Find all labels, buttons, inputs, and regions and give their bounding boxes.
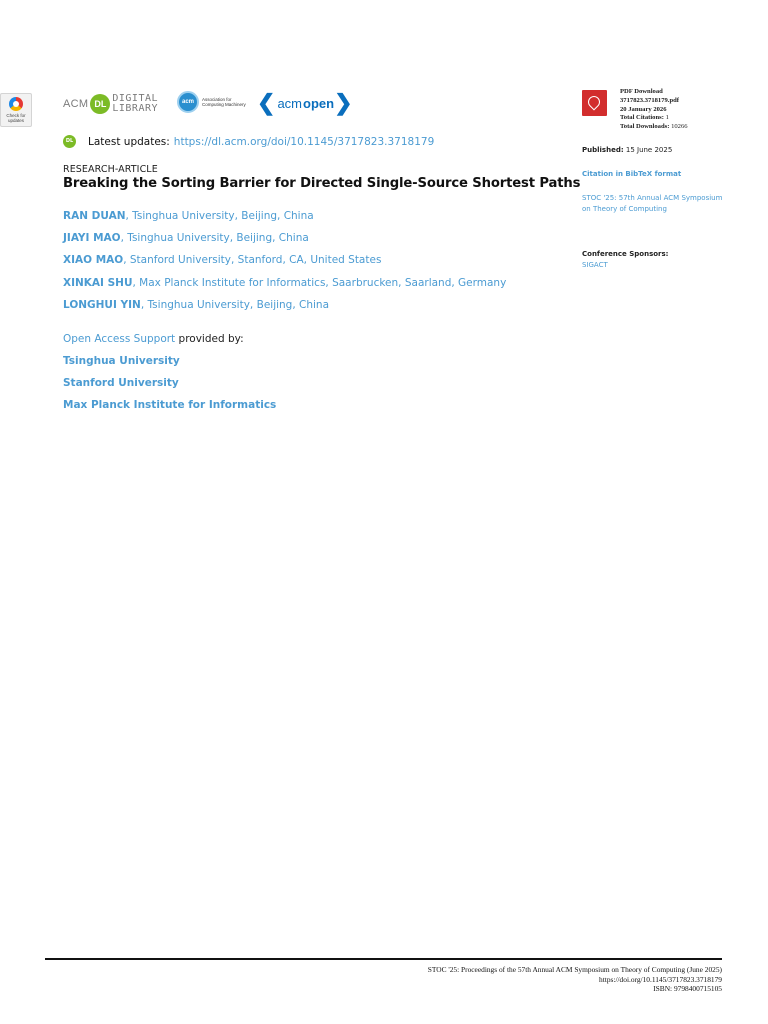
pdf-download-date: 20 January 2026 — [620, 105, 667, 113]
acm-dl-right-text — [112, 94, 158, 114]
acm-association-line-1: Association for — [202, 96, 232, 102]
total-downloads-value: 10266 — [671, 123, 688, 131]
open-access-line — [63, 333, 244, 345]
acm-open-acm-word: acm — [277, 95, 302, 111]
pdf-download-title[interactable]: PDF Download — [620, 88, 663, 95]
acm-dl-left-text: ACM — [63, 98, 89, 110]
author-line[interactable] — [63, 232, 309, 244]
total-downloads-label: Total Downloads: — [620, 123, 670, 131]
dl-small-icon: DL — [63, 135, 76, 148]
author-affiliation: , Tsinghua University, Beijing, China — [120, 232, 309, 244]
footer-proceedings: STOC '25: Proceedings of the 57th Annual ACM Symposium on Theory of Computing (June 2025) — [427, 965, 722, 974]
footer-isbn: ISBN: 9798400715105 — [653, 984, 722, 994]
author-line[interactable] — [63, 254, 381, 266]
author-name[interactable]: XIAO MAO — [63, 254, 124, 266]
total-citations-value: 1 — [665, 114, 669, 122]
conference-line-2: on Theory of Computing — [582, 205, 667, 213]
acm-open-logo[interactable] — [257, 90, 353, 116]
acm-association-line-2: Computing Machinery — [202, 102, 246, 107]
total-citations — [620, 114, 688, 123]
footer-divider — [45, 958, 722, 960]
acm-association-text — [202, 97, 246, 108]
author-affiliation: , Max Planck Institute for Informatics, Saarbrucken, Saarland, Germany — [132, 277, 507, 289]
article-type: RESEARCH-ARTICLE — [63, 164, 158, 175]
conference-link[interactable] — [582, 193, 742, 215]
author-name[interactable]: XINKAI SHU — [63, 277, 133, 289]
check-for-updates-badge[interactable] — [0, 93, 32, 127]
latest-updates-link[interactable]: https://dl.acm.org/doi/10.1145/3717823.3718179 — [173, 135, 435, 148]
published-value: 15 June 2025 — [623, 146, 673, 154]
latest-updates-row — [63, 135, 434, 148]
author-line[interactable] — [63, 299, 329, 311]
pdf-download-info — [620, 88, 688, 132]
acm-dl-library-word: LIBRARY — [112, 103, 159, 114]
conference-sponsors-label: Conference Sponsors: — [582, 250, 669, 258]
author-line[interactable] — [63, 210, 314, 222]
bibtex-citation-link[interactable]: Citation in BibTeX format — [582, 170, 682, 178]
funder-link[interactable]: Max Planck Institute for Informatics — [63, 399, 277, 411]
open-bracket-left-icon: ❮ — [257, 90, 276, 115]
published-date — [582, 146, 672, 154]
acm-dl-digital-word: DIGITAL — [112, 93, 159, 104]
total-citations-label: Total Citations: — [620, 114, 664, 122]
author-name[interactable]: LONGHUI YIN — [63, 299, 141, 311]
author-affiliation: , Tsinghua University, Beijing, China — [125, 210, 314, 222]
pdf-icon[interactable] — [582, 90, 607, 116]
check-for-updates-label: Check for updates — [6, 113, 26, 123]
footer-doi[interactable]: https://doi.org/10.1145/3717823.3718179 — [599, 974, 722, 984]
article-title: Breaking the Sorting Barrier for Directed Single-Source Shortest Paths — [63, 176, 581, 191]
sponsor-link[interactable]: SIGACT — [582, 261, 608, 269]
total-downloads — [620, 123, 688, 132]
acm-open-open-word: open — [303, 95, 335, 111]
author-name[interactable]: JIAYI MAO — [63, 232, 121, 244]
funder-link[interactable]: Tsinghua University — [63, 355, 180, 367]
pdf-file-name: 3717823.3718179.pdf — [620, 96, 679, 104]
acm-association-logo[interactable] — [177, 91, 246, 113]
open-bracket-right-icon: ❯ — [334, 90, 353, 115]
acm-seal-icon: acm — [177, 91, 199, 113]
published-label: Published: — [582, 146, 624, 154]
open-access-support-link[interactable]: Open Access Support — [63, 333, 176, 345]
conference-line-1: STOC '25: 57th Annual ACM Symposium — [582, 194, 723, 202]
acm-digital-library-logo[interactable] — [63, 92, 158, 116]
footer-citation — [428, 965, 722, 994]
author-affiliation: , Stanford University, Stanford, CA, United States — [123, 254, 382, 266]
latest-updates-label: Latest updates: — [88, 135, 170, 148]
crossmark-icon — [9, 97, 23, 111]
author-name[interactable]: RAN DUAN — [63, 210, 126, 222]
open-access-provided-by: provided by: — [175, 333, 244, 345]
author-affiliation: , Tsinghua University, Beijing, China — [140, 299, 330, 311]
dl-badge-icon: DL — [90, 94, 110, 114]
funder-link[interactable]: Stanford University — [63, 377, 179, 389]
author-line[interactable] — [63, 277, 506, 289]
